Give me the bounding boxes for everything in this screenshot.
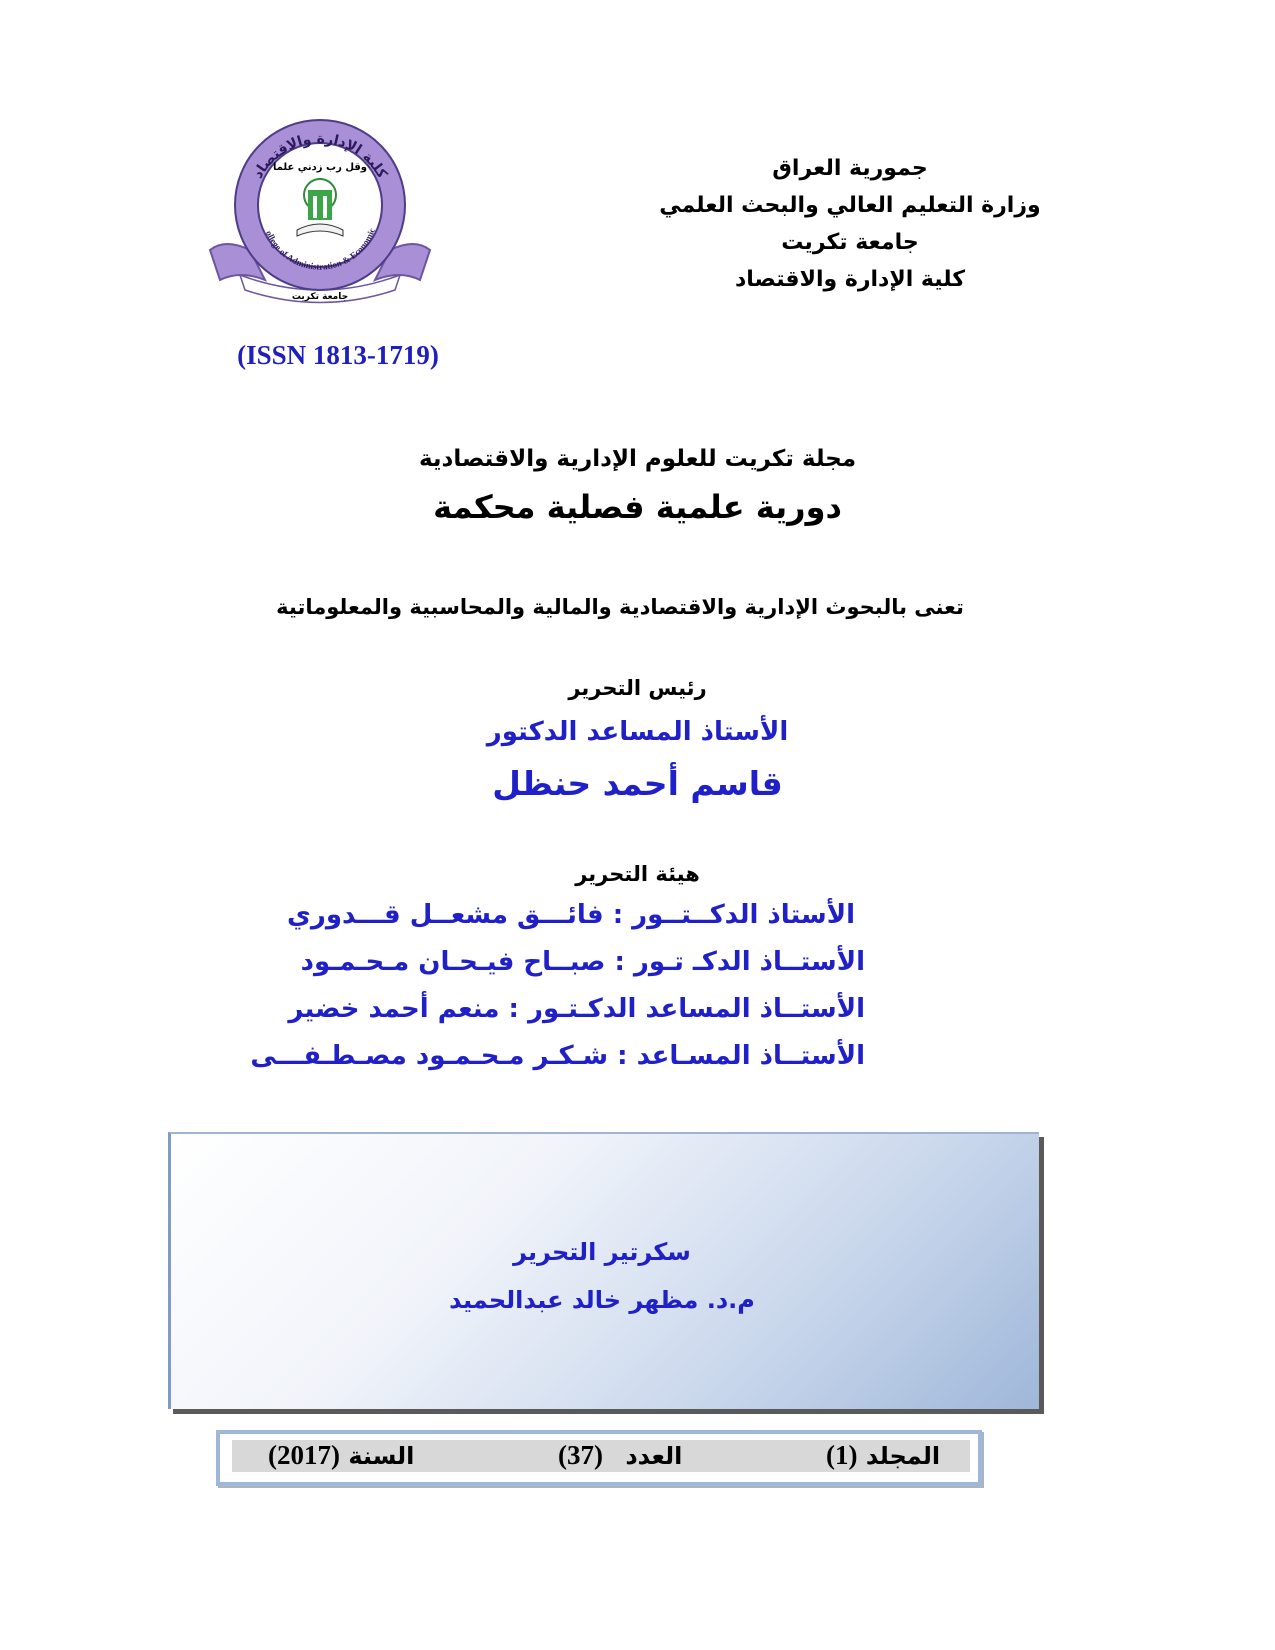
header-college: كلية الإدارة والاقتصاد [734,267,966,292]
journal-subtitle: دورية علمية فصلية محكمة [433,488,842,526]
ministry-header [640,150,1060,298]
college-logo [205,110,435,315]
board-member: الأستــاذ الدكـ تـور : صبــاح فيـحـان مـحـمـود [300,947,865,977]
header-country: جمورية العراق [772,156,928,181]
svg-text:كلية الإدارة والاقتصاد: كلية الإدارة والاقتصاد [249,130,391,182]
issue-label: العدد [625,1442,683,1470]
header-university: جامعة تكريت [781,230,919,255]
volume-value: (1) [826,1440,858,1470]
volume-info [826,1440,940,1471]
editor-in-chief-name: قاسم أحمد حنظل [492,764,783,803]
college-seal-icon [205,110,435,315]
issue-value: (37) [558,1440,603,1470]
volume-label: المجلد [865,1442,941,1470]
board-member: الأستاذ الدكــتــور : فائـــق مشعــل قـــدوري [287,900,855,930]
secretary-panel [168,1132,1039,1409]
issue-info [558,1440,682,1471]
editorial-board-label: هيئة التحرير [575,862,700,886]
year-value: (2017) [268,1440,340,1470]
board-member: الأستــاذ المسـاعد : شـكـر مـحـمـود مصـطـفـــى [250,1041,865,1071]
secretary-label: سكرتير التحرير [513,1238,691,1266]
svg-text:جامعة تكريت: جامعة تكريت [291,292,349,302]
board-member: الأستــاذ المساعد الدكـتـور : منعم أحمد خضير [288,994,865,1024]
header-ministry: وزارة التعليم العالي والبحث العلمي [659,193,1041,218]
year-label: السنة [348,1442,415,1470]
editor-in-chief-label: رئيس التحرير [568,676,707,700]
svg-text:College of Administration & Ec: ollege of Administration & Economic [263,226,378,272]
issn-number: (ISSN 1813-1719) [237,340,439,370]
secretary-name: م.د. مظهر خالد عبدالحميد [449,1286,755,1314]
year-info [268,1440,414,1471]
journal-scope: تعنى بالبحوث الإدارية والاقتصادية والمالية والمحاسبية والمعلوماتية [276,595,964,619]
journal-title: مجلة تكريت للعلوم الإدارية والاقتصادية [418,446,857,472]
svg-text:وقل رب زدني علما: وقل رب زدني علما [272,162,368,173]
editor-in-chief-title: الأستاذ المساعد الدكتور [486,717,789,747]
